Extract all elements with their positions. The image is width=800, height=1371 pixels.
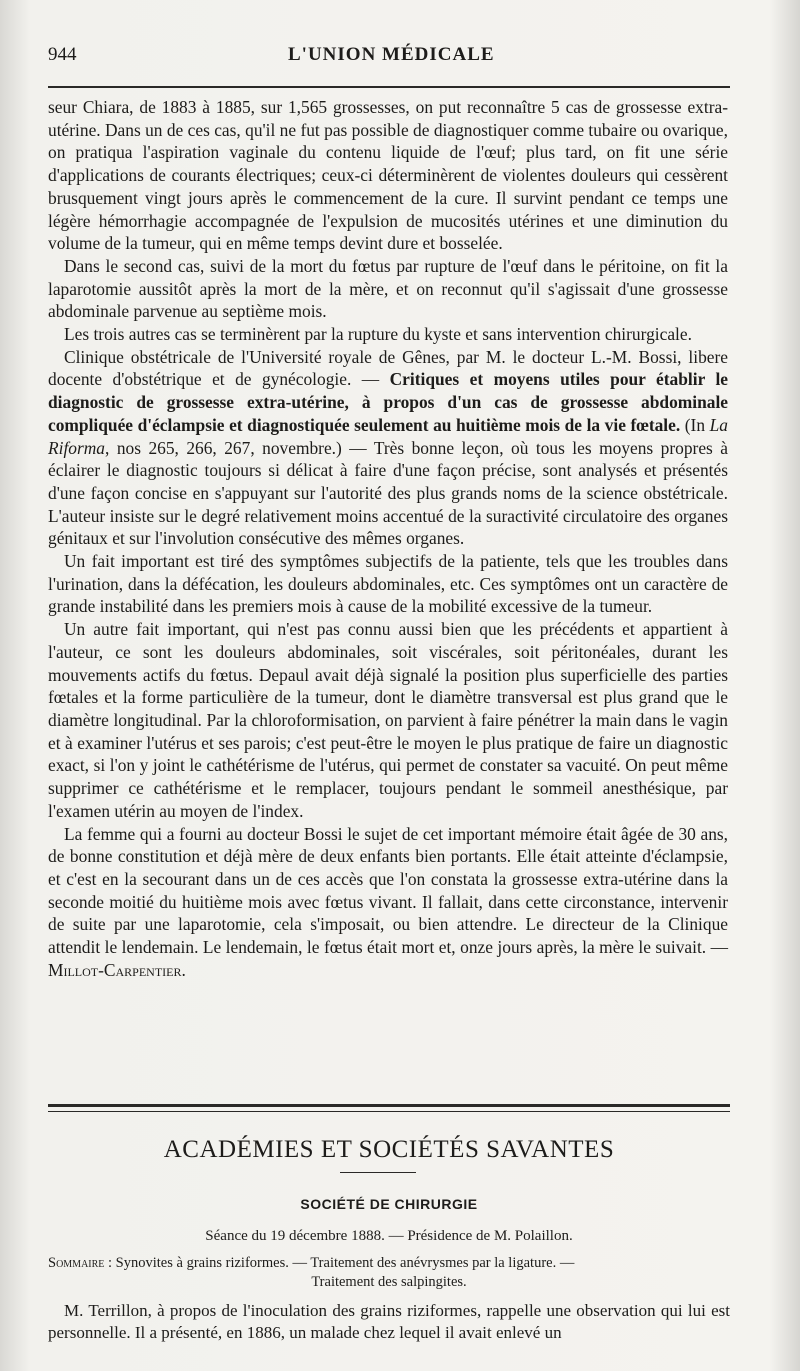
page-header [48, 44, 728, 70]
paragraph-7 [48, 823, 728, 982]
summary-line-2: Traitement des salpingites. [311, 1274, 467, 1290]
paragraph-6: Un autre fait important, qui n'est pas connu aussi bien que les précédents et appartient à l'auteur, ce sont les douleurs abdominales, soit viscérales, soit péritonéales, durant les mouvements actifs du fœtus. Depaul avait déjà signalé la position plus superficielle des parties fœtales et la forme particulière de la tumeur, dont le diamètre transversal est plus grand que le diamètre longitudinal. Par la chloroformisation, on parvient à faire pénétrer la main dans le vagin et à examiner l'utérus et ses parois; c'est peut-être le moyen le plus pratique de faire un diagnostic exact, si l'on y joint le cathétérisme de l'utérus, qui permet de constater sa vacuité. On peut même supprimer ce cathétérisme et le remplacer, toujours pendant le sommeil anesthésique, par l'examen utérin au moyen de l'index. [48, 619, 728, 821]
section-title: ACADÉMIES ET SOCIÉTÉS SAVANTES [163, 1136, 615, 1163]
review-ref-pre: (In [680, 414, 710, 435]
article-body [48, 96, 728, 981]
page-number: 944 [48, 44, 77, 65]
review-journal: La Riforma [48, 414, 728, 458]
paragraph-3: Les trois autres cas se terminèrent par la rupture du kyste et sans intervention chirurgicale. [64, 324, 692, 345]
session-line: Séance du 19 décembre 1888. — Présidence de M. Polaillon. [205, 1228, 573, 1244]
review-body: , nos 265, 266, 267, novembre.) — Très bonne leçon, où tous les moyens propres à éclairer le diagnostic toujours si délicat à faire d'une façon précise, sont analysés et présentés d'une façon concise en s'appuyant sur l'autorité des plus grands noms de la science obstétricale. L'auteur insiste sur le degré relativement moins accentué de la suractivité circulatoire des organes génitaux et sur l'involution consécutive des mêmes organes. [48, 437, 728, 549]
running-title: L'UNION MÉDICALE [288, 44, 495, 65]
title-underline [340, 1172, 416, 1173]
summary-text: : Synovites à grains riziformes. — Traitement des anévrysmes par la ligature. — [104, 1255, 575, 1271]
paragraph-7-text: La femme qui a fourni au docteur Bossi le sujet de cet important mémoire était âgée de 30 ans, de bonne constitution et déjà mère de deux enfants bien portants. Elle était atteinte d'éclampsie, et c'est en la secourant dans un de ces accès que l'on constata la grossesse extra-utérine dans la seconde moitié du huitième mois avec fœtus vivant. Il fallait, dans cette circonstance, intervenir de suite par une laparotomie, cela s'imposait, ou bien attendre. Le directeur de la Clinique attendit le lendemain. Le lendemain, le fœtus était mort et, onze jours après, la mère le suivait. — [48, 823, 728, 958]
paragraph-2: Dans le second cas, suivi de la mort du fœtus par rupture de l'œuf dans le péritoine, on fit la laparotomie aussitôt après la mort de la mère, et on reconnut qu'il s'agissait d'une grossesse abdominale parvenue au septième mois. [48, 255, 728, 322]
section-divider [48, 1104, 730, 1112]
review-title: Critiques et moyens utiles pour établir le diagnostic de grossesse extra-utérine, à propos d'un cas de grossesse abdominale compliquée d'éclampsie et diagnostiquée seulement au huitième mois de la vie fœtale. [48, 369, 728, 435]
author-signature: Millot-Carpentier. [48, 959, 186, 980]
paragraph-4 [48, 346, 728, 550]
society-heading: SOCIÉTÉ DE CHIRURGIE [300, 1196, 478, 1212]
summary [48, 1254, 730, 1292]
review-intro: Clinique obstétricale de l'Université royale de Gênes, par M. le docteur L.-M. Bossi, libere docente d'obstétrique et de gynécologie. — [48, 346, 728, 390]
summary-label: Sommaire [48, 1255, 105, 1271]
header-rule [48, 86, 730, 88]
paragraph-1: seur Chiara, de 1883 à 1885, sur 1,565 grossesses, on put reconnaître 5 cas de grossesse extra-utérine. Dans un de ces cas, qu'il ne fut pas possible de diagnostiquer comme tubaire ou ovarique, on pratiqua l'aspiration vaginale du contenu liquide de l'œuf; plus tard, on fit une série d'applications de courants électriques; ceux-ci déterminèrent de violentes douleurs qui cessèrent brusquement vingt jours après le commencement de la cure. Il survint pendant ce temps une légère hémorrhagie accompagnée de l'expulsion de mucosités utérines et une diminution du volume de la tumeur, qui en même temps devint dure et bosselée. [48, 97, 728, 254]
closing-paragraph: M. Terrillon, à propos de l'inoculation des grains riziformes, rappelle une observation qui lui est personnelle. Il a présenté, en 1886, un malade chez lequel il avait enlevé un [48, 1301, 730, 1342]
paragraph-5: Un fait important est tiré des symptômes subjectifs de la patiente, tels que les troubles dans l'urination, dans la défécation, les douleurs abdominales, etc. Ces symptômes ont un caractère de grande instabilité dans les premiers mois à cause de la mobilité excessive de la tumeur. [48, 551, 728, 617]
